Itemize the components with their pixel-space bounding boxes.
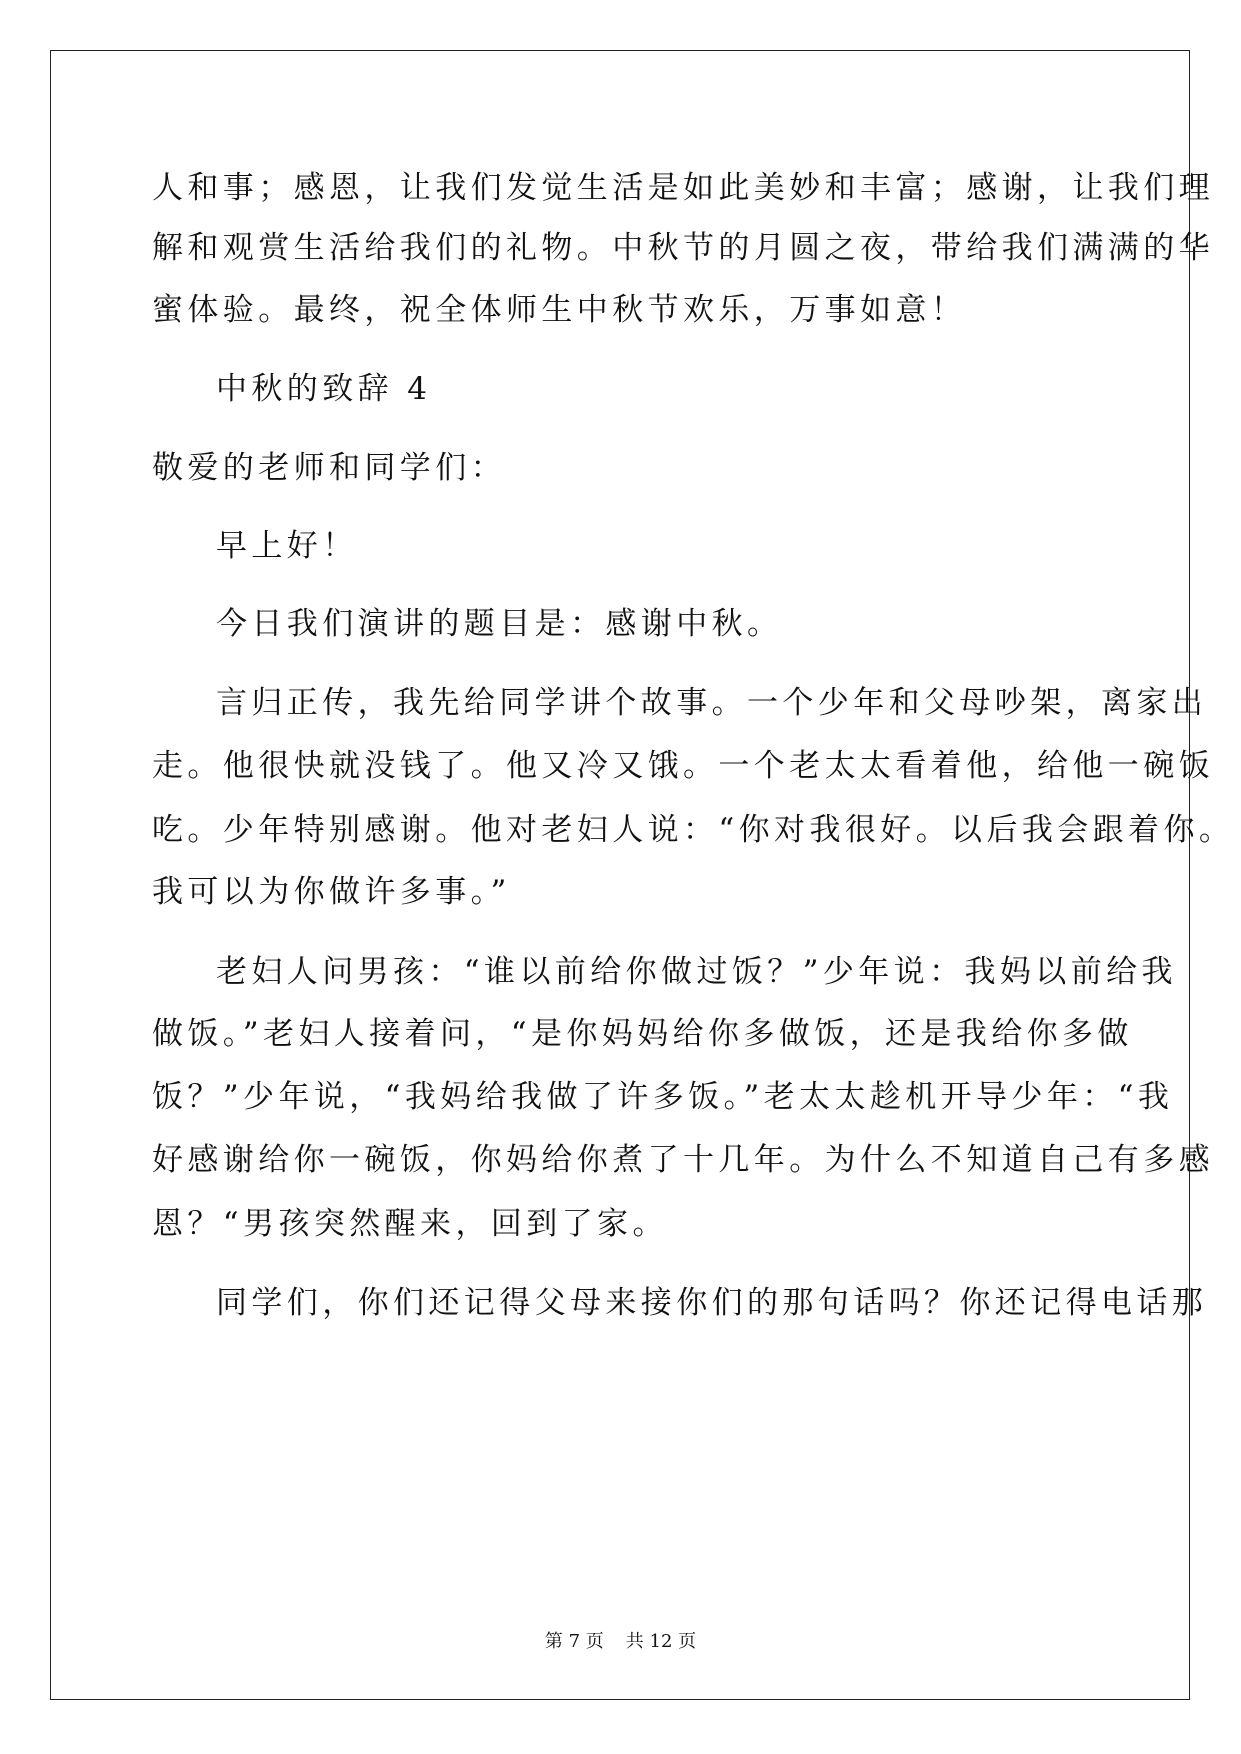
paragraph-line: 我可以为你做许多事。”	[152, 874, 511, 910]
greeting: 早上好！	[216, 528, 358, 564]
paragraph-line: 走。他很快就没钱了。他又冷又饿。一个老太太看着他，给他一碗饭	[152, 748, 1214, 784]
page-footer	[0, 1633, 1241, 1651]
section-heading: 中秋的致辞 4	[216, 371, 432, 407]
paragraph-line: 今日我们演讲的题目是：感谢中秋。	[216, 606, 783, 642]
paragraph-line: 做饭。”老妇人接着问，“是你妈妈给你多做饭，还是我给你多做	[152, 1016, 1133, 1052]
page-total: 共 12 页	[625, 1631, 697, 1652]
paragraph-line: 言归正传，我先给同学讲个故事。一个少年和父母吵架，离家出	[216, 685, 1208, 721]
paragraph-line: 解和观赏生活给我们的礼物。中秋节的月圆之夜，带给我们满满的华	[152, 230, 1214, 266]
paragraph-line: 吃。少年特别感谢。他对老妇人说：“你对我很好。以后我会跟着你。	[152, 812, 1235, 848]
paragraph-line: 饭？”少年说，“我妈给我做了许多饭。”老太太趁机开导少年：“我	[152, 1079, 1174, 1115]
paragraph-line: 人和事；感恩，让我们发觉生活是如此美妙和丰富；感谢，让我们理	[152, 170, 1214, 206]
paragraph-line: 蜜体验。最终，祝全体师生中秋节欢乐，万事如意！	[152, 292, 967, 328]
salutation: 敬爱的老师和同学们：	[152, 450, 506, 486]
paragraph-line: 同学们，你们还记得父母来接你们的那句话吗？你还记得电话那	[216, 1285, 1208, 1321]
paragraph-line: 老妇人问男孩：“谁以前给你做过饭？”少年说：我妈以前给我	[216, 954, 1177, 990]
page-number: 第 7 页	[544, 1631, 604, 1652]
paragraph-line: 恩？“男孩突然醒来，回到了家。	[152, 1206, 668, 1242]
paragraph-line: 好感谢给你一碗饭，你妈给你煮了十几年。为什么不知道自己有多感	[152, 1142, 1214, 1178]
